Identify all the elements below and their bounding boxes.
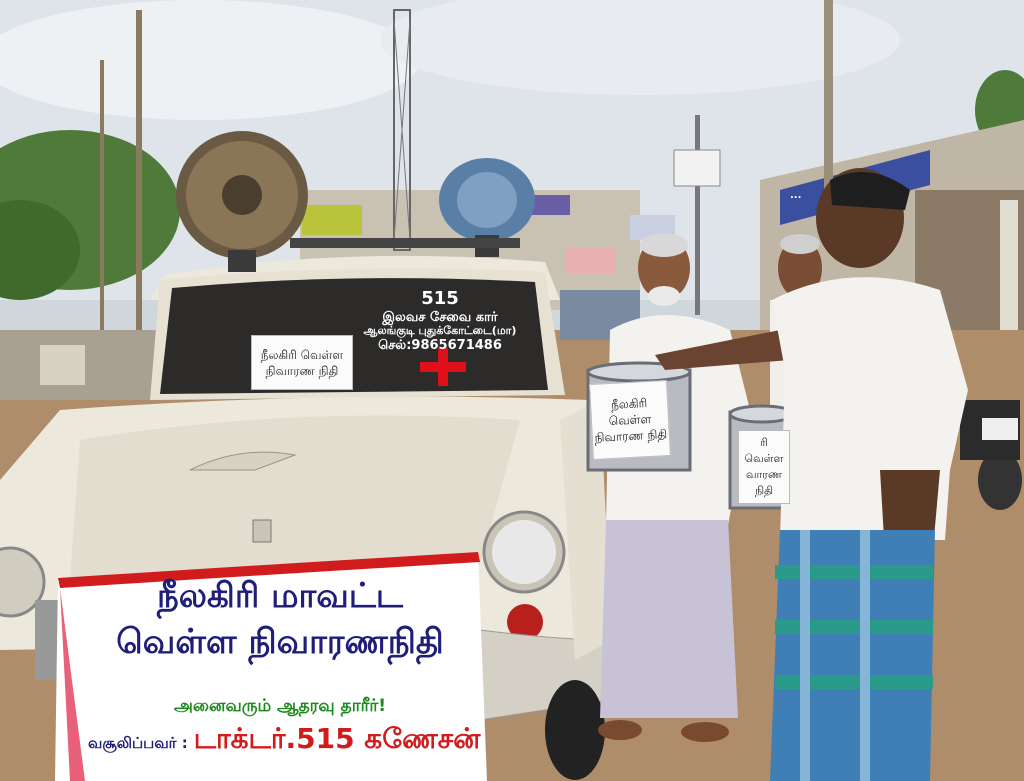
windshield-note-line-1: நீலகிரி வெள்ள (260, 347, 344, 362)
banner-line-3: அனைவரும் ஆதரவு தாரீர்! (173, 696, 386, 716)
can-1-note-line-1: நீலகிரி வெள்ள (608, 396, 652, 429)
can-1-note-line-2: நிவாரண நிதி (594, 427, 668, 445)
can-2-note (738, 430, 790, 504)
collector-label: வசூலிப்பவர் : (88, 734, 188, 752)
banner-line-2: வெள்ள நிவாரணநிதி (116, 622, 444, 662)
electric-pole (824, 0, 833, 190)
plate-phone: செல்:9865671486 (378, 338, 502, 353)
banner-line-1: நீலகிரி மாவட்ட (157, 576, 403, 616)
can-2-note-line-2: வாரண நிதி (746, 468, 782, 497)
wooden-pole (136, 10, 142, 360)
can-2-note-line-1: ரி வெள்ள (744, 436, 784, 465)
collector-name: டாக்டர்.515 கணேசன் (193, 722, 481, 755)
banner-collector (88, 722, 481, 759)
plate-line-2: ஆலங்குடி புதுக்கோட்டை(மா) (363, 324, 517, 337)
windshield-note (251, 335, 353, 390)
shop-sign-text: ... (790, 190, 802, 201)
plate-line-1: இலவச சேவை கார் (382, 310, 498, 325)
roof-rack (290, 238, 520, 248)
car-number-label: 515 (421, 288, 459, 309)
windshield-note-line-2: நிவாரண நிதி (265, 363, 339, 378)
can-1-note (589, 380, 671, 460)
